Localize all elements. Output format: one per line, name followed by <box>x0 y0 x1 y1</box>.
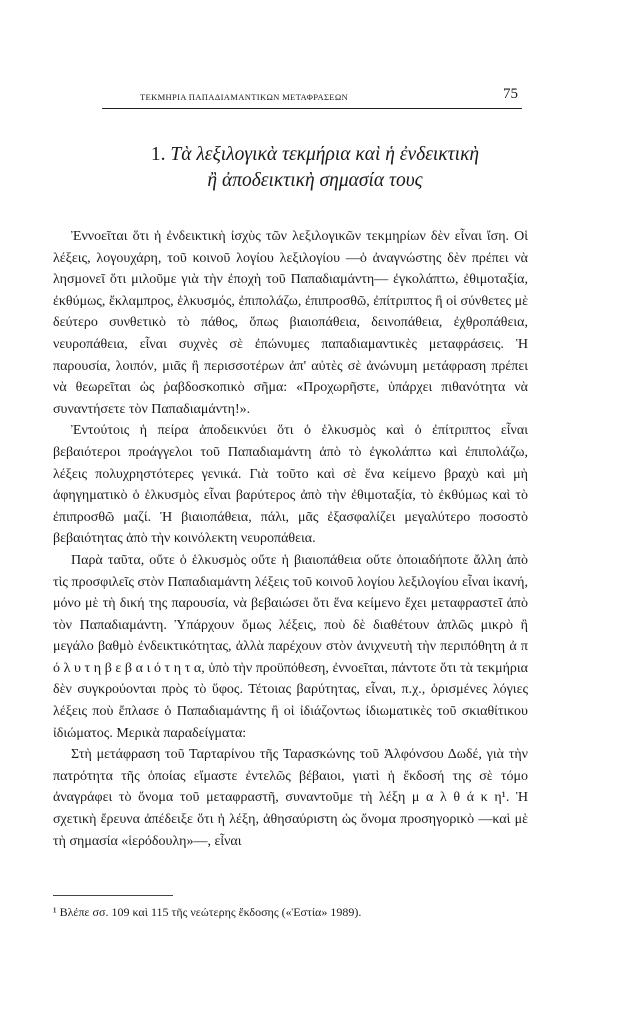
paragraph-4: Στὴ μετάφραση τοῦ Ταρταρίνου τῆς Ταρασκώνης τοῦ Ἀλφόνσου Δωδέ, γιὰ τὴν πατρότητα τῆς ὁποίας εἴμαστε ἐντελῶς βέβαιοι, γιατὶ ἡ ἔκδοσή της σὲ τόμο ἀναγράφει τὸ ὄνομα τοῦ μεταφραστῆ, συναντοῦμε τὴ λέξη μ α λ θ ά κ η¹. Ἡ σχετικὴ ἔρευνα ἀπέδειξε ὅτι ἡ λέξη, ἀθησαύριστη ὡς ὄνομα προσηγορικὸ —καὶ μὲ τὴ σημασία «ἱερόδουλη»—, εἶναι <box>53 747 528 849</box>
section-title <box>95 142 535 194</box>
paragraph-1: Ἐννοεῖται ὅτι ἡ ἐνδεικτικὴ ἰσχὺς τῶν λεξιλογικῶν τεκμηρίων δὲν εἶναι ἴση. Οἱ λέξεις, λογουχάρη, τοῦ κοινοῦ λογίου λεξιλογίου —ὁ ἀναγνώστης δὲν πρέπει νὰ λησμονεῖ ὅτι μιλοῦμε γιὰ τὴν ἐποχὴ τοῦ Παπαδιαμάντη— ἐγκολάπτω, ἐθιμοταξία, ἐκθύμως, ἔκλαμπρος, ἑλκυσμός, ἐπιπολάζω, ἐπιπροσθῶ, ἐπίτριπτος ἢ οἱ σύνθετες μὲ δεύτερο συνθετικὸ τὸ πάθος, ὅπως βιαιοπάθεια, δεινοπάθεια, ἐχθροπάθεια, νευροπάθεια, εἶναι συχνὲς σὲ ἐπώνυμες παπαδιαμαντικὲς μεταφράσεις. Ἡ παρουσία, λοιπόν, μιᾶς ἢ περισσοτέρων ἀπ' αὐτὲς σὲ ἀνώνυμη μετάφραση πρέπει νὰ θεωρεῖται ὡς ῥαβδοσκοπικὸ σῆμα: «Προχωρῆστε, ὑπάρχει πιθανότητα νὰ συναντήσετε τὸν Παπαδιαμάντη!». <box>53 229 528 417</box>
footnote-rule <box>53 895 173 896</box>
page-number: 75 <box>503 86 518 102</box>
section-title-line-2: ἢ ἀποδεικτικὴ σημασία τους <box>207 170 423 191</box>
section-number: 1. <box>150 144 166 165</box>
section-title-line-1: Τὰ λεξιλογικὰ τεκμήρια καὶ ἡ ἐνδεικτικὴ <box>170 144 480 165</box>
footnote: ¹ Βλέπε σσ. 109 καὶ 115 τῆς νεώτερης ἔκδοσης («Ἑστία» 1989). <box>53 905 362 919</box>
body-text <box>53 226 528 852</box>
running-header <box>102 86 522 109</box>
paragraph-3: Παρὰ ταῦτα, οὔτε ὁ ἑλκυσμὸς οὔτε ἡ βιαιοπάθεια οὔτε ὁποιαδήποτε ἄλλη ἀπὸ τὶς προσφιλεῖς στὸν Παπαδιαμάντη λέξεις τοῦ κοινοῦ λογίου λεξιλογίου εἶναι ἱκανή, μόνο μὲ τὴ δική της παρουσία, νὰ βεβαιώσει ὅτι ἕνα κείμενο ἔχει μεταφραστεῖ ἀπὸ τὸν Παπαδιαμάντη. Ὑπάρχουν ὅμως λέξεις, ποὺ δὲ διαθέτουν ἁπλῶς μικρὸ ἢ μεγάλο βαθμὸ ἐνδεικτικότητας, ἀλλὰ παρέχουν στὸν ἀνιχνευτὴ τὴν περιπόθητη ἀ π ό λ υ τ η β ε β α ι ό τ η τ α, ὑπὸ τὴν προϋπόθεση, ἐννοεῖται, πάντοτε ὅτι τὰ τεκμήρια δὲν συγκρούονται πρὸς τὸ ὕφος. Τέτοιας βαρύτητας, εἶναι, π.χ., ὁρισμένες λόγιες λέξεις ποὺ ἔπλασε ὁ Παπαδιαμάντης ἢ οἱ ἰδιάζοντως ἰδιωματικὲς τοῦ σκιαθίτικου ἰδιώματος. Μερικὰ παραδείγματα: <box>53 552 528 741</box>
running-title: ΤΕΚΜΗΡΙΑ ΠΑΠΑΔΙΑΜΑΝΤΙΚΩΝ ΜΕΤΑΦΡΑΣΕΩΝ <box>140 92 349 102</box>
paragraph-2: Ἐντούτοις ἡ πείρα ἀποδεικνύει ὅτι ὁ ἑλκυσμὸς καὶ ὁ ἐπίτριπτος εἶναι βεβαιότεροι προάγγελοι τοῦ Παπαδιαμάντη ἀπὸ τὸ ἐγκολάπτω καὶ ἐπιπολάζω, λέξεις πολυχρηστότερες γενικά. Γιὰ τοῦτο καὶ σὲ ἕνα κείμενο βραχὺ καὶ μὴ ἀφηγηματικὸ ὁ ἑλκυσμὸς εἶναι βαρύτερος ἀπὸ τὴν ἐθιμοταξία, τὸ ἐκθύμως καὶ τὸ ἐπιπροσθῶ μαζί. Ἡ βιαιοπάθεια, πάλι, μᾶς ἐξασφαλίζει μεγαλύτερο ποσοστὸ βεβαιότητας ἀπὸ τὴν κοινόλεκτη νευροπάθεια. <box>53 423 528 547</box>
